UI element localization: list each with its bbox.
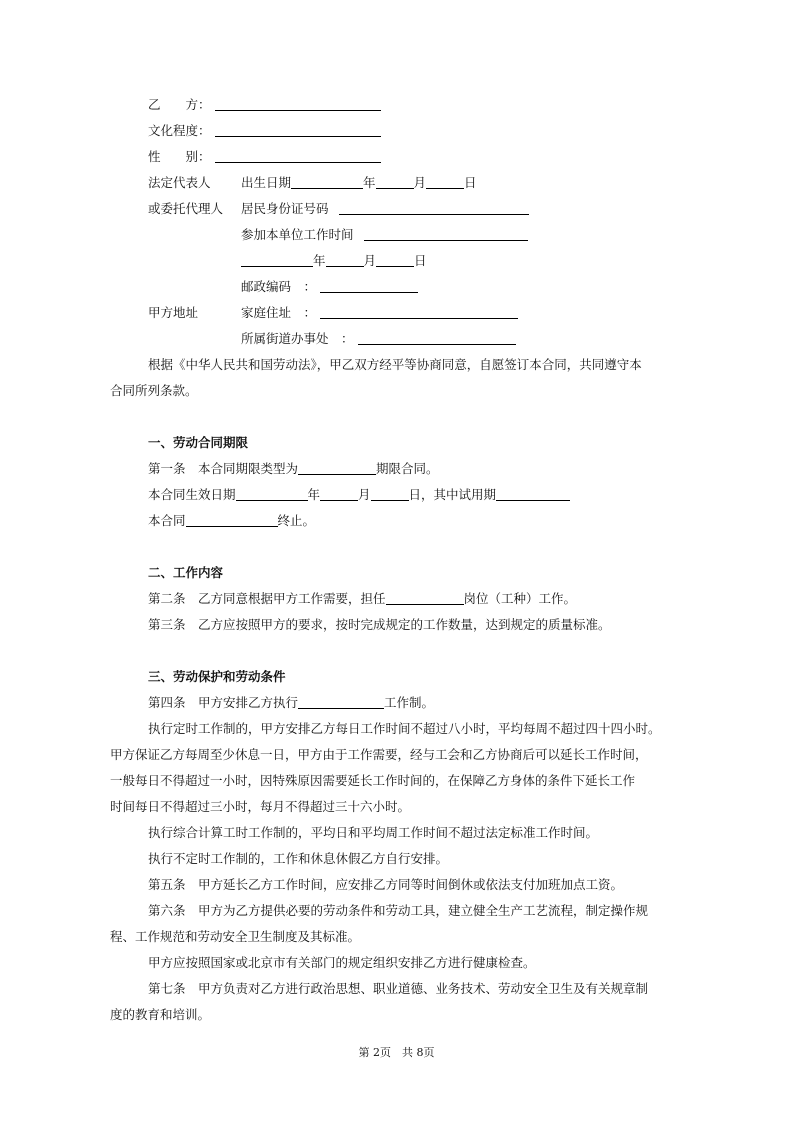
education-row xyxy=(148,123,381,139)
join-year-blank xyxy=(241,253,313,267)
postcode-row xyxy=(241,279,418,295)
join-blank xyxy=(364,227,528,241)
intro-line-1: 根据《中华人民共和国劳动法》，甲乙双方经平等协商同意，自愿签订本合同，共同遵守本 xyxy=(148,357,642,372)
article-1-text-a: 第一条 本合同期限类型为 xyxy=(148,461,299,476)
article-6-line-2: 程、工作规范和劳动安全卫生制度及其标准。 xyxy=(110,929,361,944)
street-blank xyxy=(358,331,516,345)
join-row xyxy=(241,227,528,243)
probation-label: 日，其中试用期 xyxy=(408,487,497,502)
birth-year-blank xyxy=(291,175,363,189)
agent-label: 或委托代理人 xyxy=(148,201,224,216)
article-7-line-1: 第七条 甲方负责对乙方进行政治思想、职业道德、业务技术、劳动安全卫生及有关规章制 xyxy=(148,981,649,996)
join-year-label: 年 xyxy=(313,253,326,268)
join-month-blank xyxy=(326,253,364,267)
birth-label: 出生日期 xyxy=(241,175,292,190)
join-label: 参加本单位工作时间 xyxy=(241,227,354,242)
legal-rep-label: 法定代表人 xyxy=(148,175,211,190)
effective-date-row xyxy=(148,487,570,503)
section-1-heading: 一、劳动合同期限 xyxy=(148,435,249,450)
paragraph-3: 执行不定时工作制的，工作和休息休假乙方自行安排。 xyxy=(148,851,449,866)
intro-line-2: 合同所列条款。 xyxy=(110,383,198,398)
paragraph-4: 甲方应按照国家或北京市有关部门的规定组织安排乙方进行健康检查。 xyxy=(148,955,536,970)
position-blank xyxy=(386,591,464,605)
gender-blank xyxy=(215,149,381,163)
id-label: 居民身份证号码 xyxy=(241,201,329,216)
work-system-blank xyxy=(298,695,384,709)
gender-label: 性 别： xyxy=(148,149,211,164)
birth-month-blank xyxy=(376,175,414,189)
education-blank xyxy=(215,123,381,137)
home-blank xyxy=(320,305,518,319)
page-number: 第 2页 共 8页 xyxy=(358,1046,435,1059)
article-5: 第五条 甲方延长乙方工作时间，应安排乙方同等时间倒休或依法支付加班加点工资。 xyxy=(148,877,624,892)
paragraph-2: 执行综合计算工时工作制的，平均日和平均周工作时间不超过法定标准工作时间。 xyxy=(148,825,599,840)
article-4-text-b: 工作制。 xyxy=(384,695,435,710)
termination-row xyxy=(148,513,315,529)
street-label: 所属街道办事处 ： xyxy=(241,331,354,346)
join-date-row xyxy=(241,253,427,269)
article-4-text-a: 第四条 甲方安排乙方执行 xyxy=(148,695,299,710)
probation-blank xyxy=(496,487,570,501)
effective-month-label: 月 xyxy=(358,487,371,502)
gender-row xyxy=(148,149,381,165)
contract-type-blank xyxy=(298,461,376,475)
effective-month-blank xyxy=(320,487,358,501)
birth-row xyxy=(241,175,477,191)
effective-day-blank xyxy=(371,487,409,501)
effective-date-label: 本合同生效日期 xyxy=(148,487,236,502)
postcode-blank xyxy=(320,279,418,293)
termination-text-a: 本合同 xyxy=(148,513,186,528)
birth-day-blank xyxy=(426,175,464,189)
article-3: 第三条 乙方应按照甲方的要求，按时完成规定的工作数量，达到规定的质量标准。 xyxy=(148,617,611,632)
section-2-heading: 二、工作内容 xyxy=(148,565,224,580)
birth-year-label: 年 xyxy=(363,175,376,190)
join-day-blank xyxy=(376,253,414,267)
party-b-name-blank xyxy=(215,97,381,111)
home-row xyxy=(241,305,518,321)
article-4 xyxy=(148,695,434,711)
home-label: 家庭住址 ： xyxy=(241,305,317,320)
section-3-heading: 三、劳动保护和劳动条件 xyxy=(148,669,286,684)
id-blank xyxy=(339,201,529,215)
join-month-label: 月 xyxy=(363,253,377,268)
paragraph-1-line-4: 时间每日不得超过三小时，每月不得超过三十六小时。 xyxy=(110,799,411,814)
party-a-address-label: 甲方地址 xyxy=(148,305,199,320)
birth-month-label: 月 xyxy=(413,175,427,190)
join-day-label: 日 xyxy=(414,253,427,268)
effective-year-blank xyxy=(236,487,308,501)
article-2-text-b: 岗位（工种）工作。 xyxy=(463,591,577,606)
article-2 xyxy=(148,591,576,607)
paragraph-1-line-2: 甲方保证乙方每周至少休息一日，甲方由于工作需要，经与工会和乙方协商后可以延长工作时间， xyxy=(110,747,648,762)
paragraph-1-line-3: 一般每日不得超过一小时，因特殊原因需要延长工作时间的，在保障乙方身体的条件下延长工作 xyxy=(110,773,636,788)
article-1-text-b: 期限合同。 xyxy=(376,461,439,476)
termination-text-b: 终止。 xyxy=(277,513,316,528)
street-row xyxy=(241,331,516,347)
article-2-text-a: 第二条 乙方同意根据甲方工作需要，担任 xyxy=(148,591,386,606)
birth-day-label: 日 xyxy=(464,175,477,190)
party-b-name-label: 乙 方： xyxy=(148,97,211,112)
article-1 xyxy=(148,461,439,477)
education-label: 文化程度： xyxy=(148,123,211,138)
postcode-label: 邮政编码 ： xyxy=(241,279,317,294)
party-b-name-row xyxy=(148,97,381,113)
effective-year-label: 年 xyxy=(307,487,321,502)
id-row xyxy=(241,201,529,217)
article-6-line-1: 第六条 甲方为乙方提供必要的劳动条件和劳动工具，建立健全生产工艺流程，制定操作规 xyxy=(148,903,649,918)
article-7-line-2: 度的教育和培训。 xyxy=(110,1007,211,1022)
paragraph-1-line-1: 执行定时工作制的，甲方安排乙方每日工作时间不超过八小时，平均每周不超过四十四小时。 xyxy=(148,721,661,736)
termination-blank xyxy=(186,513,278,527)
